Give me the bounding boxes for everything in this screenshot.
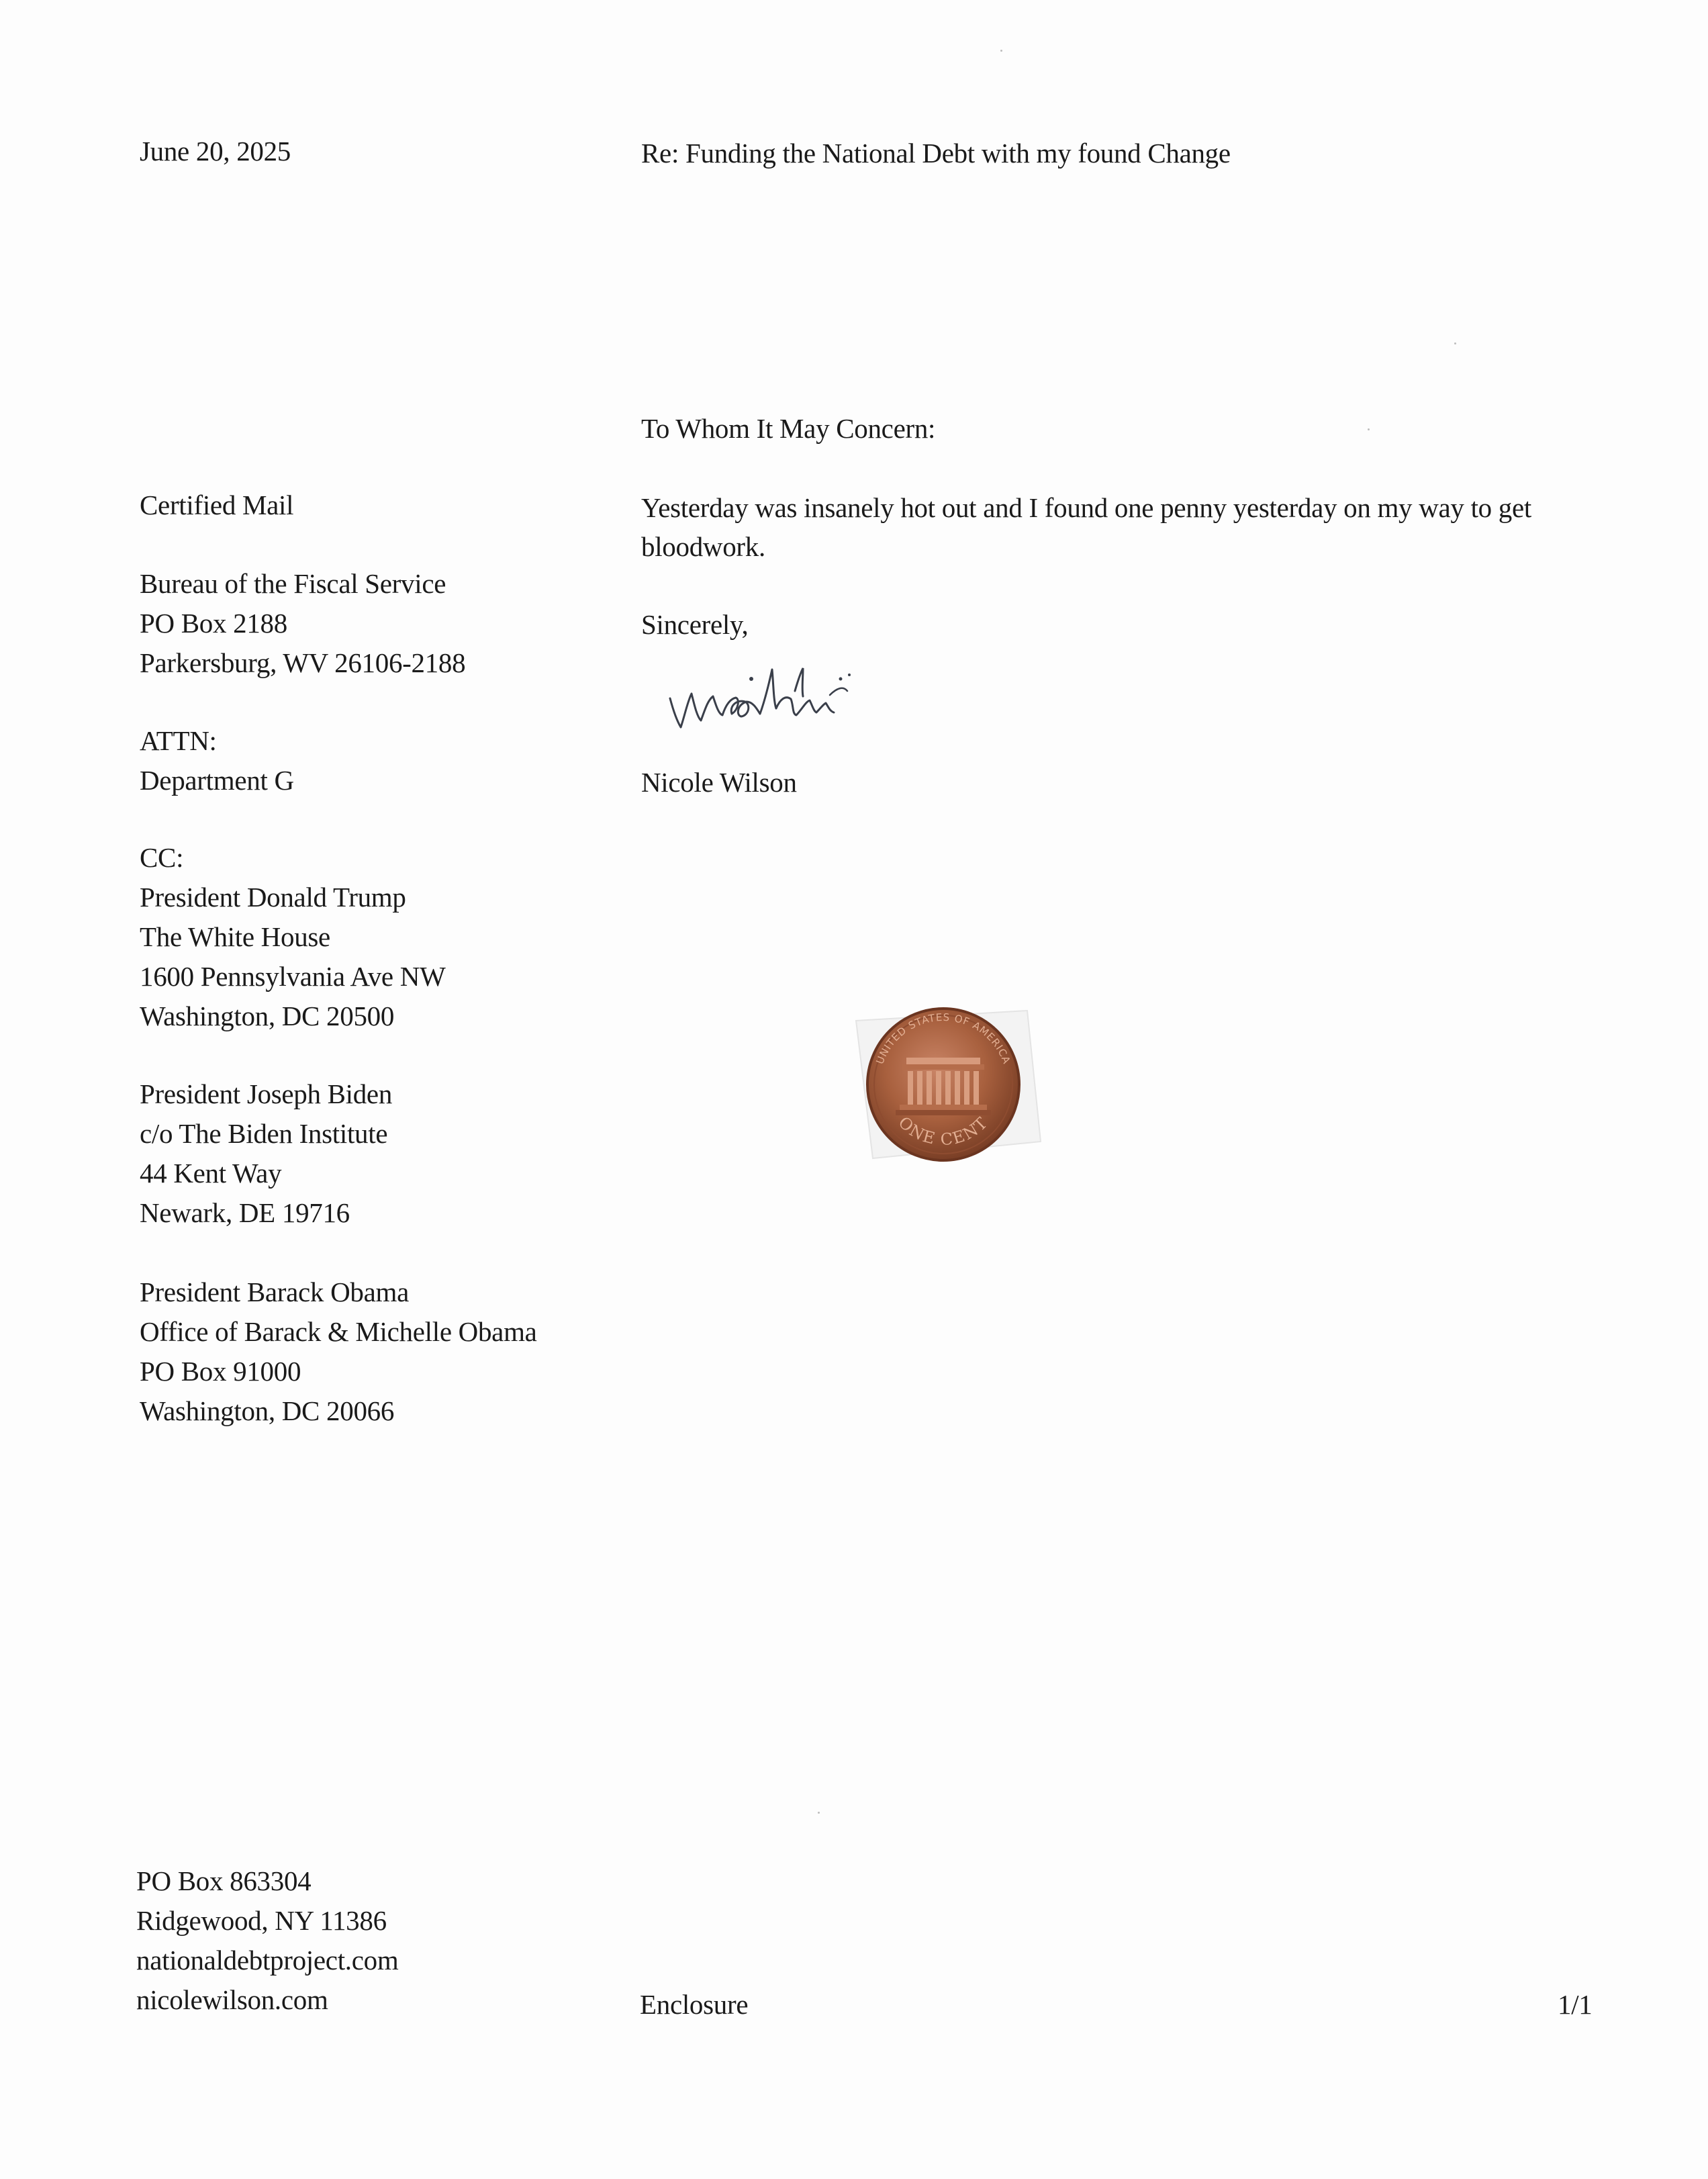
letter-date: June 20, 2025	[140, 136, 291, 167]
scan-speck	[1368, 428, 1370, 430]
recipient-address	[140, 564, 465, 683]
cc-line: Washington, DC 20066	[140, 1395, 395, 1426]
recipient-line: Parkersburg, WV 26106-2188	[140, 647, 466, 678]
closing: Sincerely,	[641, 609, 749, 640]
page-number: 1/1	[1558, 1989, 1593, 2020]
cc-line: 44 Kent Way	[140, 1158, 282, 1189]
cc-block-obama	[140, 1272, 537, 1431]
scan-speck	[1000, 50, 1002, 52]
sender-line: PO Box 863304	[136, 1865, 312, 1896]
attn-department: Department G	[140, 765, 294, 796]
sender-website: nationaldebtproject.com	[136, 1945, 399, 1976]
sender-line: Ridgewood, NY 11386	[136, 1905, 387, 1936]
recipient-line: Bureau of the Fiscal Service	[140, 568, 446, 599]
cc-line: Washington, DC 20500	[140, 1001, 395, 1031]
attn-block	[140, 721, 294, 800]
cc-line: President Barack Obama	[140, 1277, 409, 1307]
penny-coin-image	[833, 974, 1054, 1195]
cc-line: President Joseph Biden	[140, 1078, 393, 1109]
cc-line: President Donald Trump	[140, 882, 406, 913]
sender-address	[136, 1861, 398, 2020]
cc-line: PO Box 91000	[140, 1356, 301, 1387]
cc-block-biden	[140, 1074, 392, 1233]
enclosure-label: Enclosure	[640, 1989, 749, 2020]
cc-line: Newark, DE 19716	[140, 1197, 350, 1228]
attn-label: ATTN:	[140, 725, 217, 756]
salutation: To Whom It May Concern:	[641, 413, 936, 444]
scan-speck	[818, 1812, 820, 1814]
recipient-line: PO Box 2188	[140, 608, 287, 639]
scan-speck	[1454, 342, 1456, 344]
cc-line: The White House	[140, 921, 330, 952]
cc-label: CC:	[140, 842, 184, 873]
cc-line: Office of Barack & Michelle Obama	[140, 1316, 537, 1347]
cc-line: c/o The Biden Institute	[140, 1118, 388, 1149]
mail-type: Certified Mail	[140, 490, 294, 520]
letter-subject: Re: Funding the National Debt with my found Change	[641, 138, 1231, 169]
signer-name: Nicole Wilson	[641, 767, 797, 798]
sender-website: nicolewilson.com	[136, 1984, 328, 2015]
letter-body: Yesterday was insanely hot out and I found one penny yesterday on my way to get bloodwork.	[641, 492, 1531, 562]
cc-line: 1600 Pennsylvania Ave NW	[140, 961, 446, 992]
cc-block-trump	[140, 838, 446, 1036]
handwritten-signature	[665, 635, 980, 742]
coin-inscription-top: UNITED STATES OF AMERICA	[873, 1011, 1013, 1066]
coin-inscription-bottom: ONE CENT	[894, 1113, 992, 1150]
